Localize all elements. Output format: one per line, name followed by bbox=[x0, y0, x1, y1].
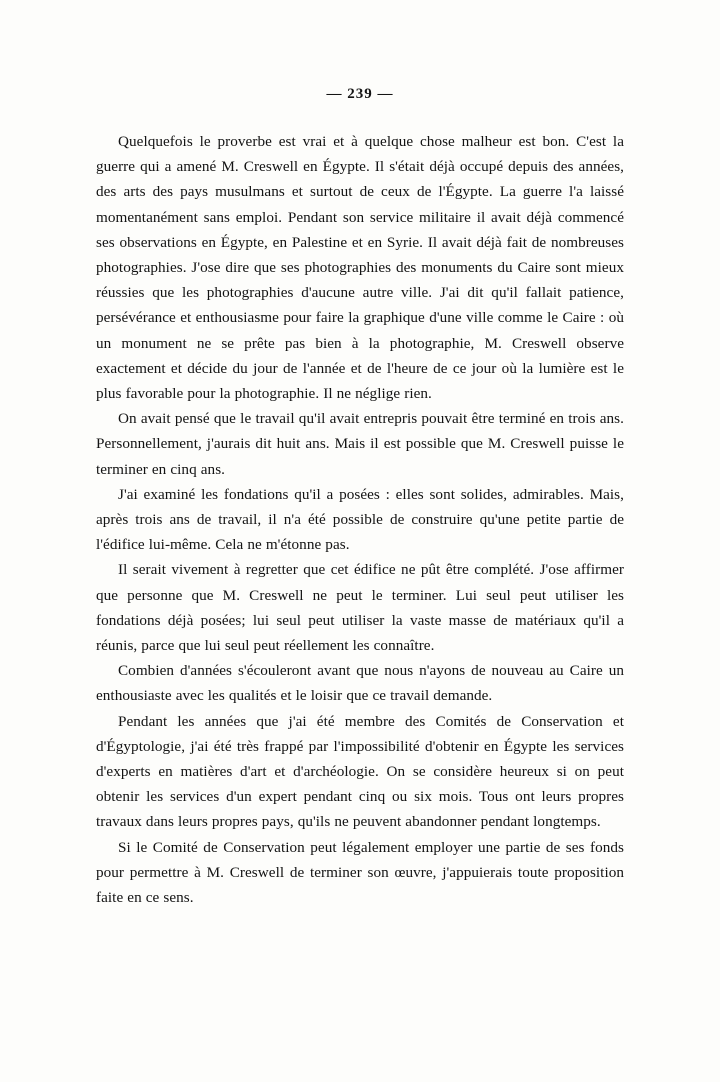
paragraph: Pendant les années que j'ai été membre des Comités de Conservation et d'Égyptologie, j'ai été très frappé par l'impossibilité d'obtenir en Égypte les services d'experts en matières d'art et d'archéologie. On se considère heureux si on peut obtenir les services d'un expert pendant cinq ou six mois. Tous ont leurs propres travaux dans leurs propres pays, qu'ils ne peuvent abandonner pendant longtemps. bbox=[96, 712, 624, 831]
body-text bbox=[96, 129, 624, 910]
page-number: — 239 — bbox=[326, 86, 394, 102]
paragraph: J'ai examiné les fondations qu'il a posées : elles sont solides, admirables. Mais, après trois ans de travail, il n'a été possible de construire qu'une petite partie de l'édifice lui-même. Cela ne m'étonne pas. bbox=[96, 485, 624, 554]
page-content bbox=[96, 86, 624, 910]
paragraph: Combien d'années s'écouleront avant que nous n'ayons de nouveau au Caire un enthousiaste avec les qualités et le loisir que ce travail demande. bbox=[96, 662, 624, 705]
paragraph: Quelquefois le proverbe est vrai et à quelque chose malheur est bon. C'est la guerre qui a amené M. Creswell en Égypte. Il s'était déjà occupé depuis des années, des arts des pays musulmans et surtout de ceux de l'Égypte. La guerre l'a laissé momentanément sans emploi. Pendant son service militaire il avait déjà commencé ses observations en Égypte, en Palestine et en Syrie. Il avait déjà fait de nombreuses photographies. J'ose dire que ses photographies des monuments du Caire sont mieux réussies que les photographies d'aucune autre ville. J'ai dit qu'il fallait patience, persévérance et enthousiasme pour faire la graphique d'une ville comme le Caire : où un monument ne se prête pas bien à la photographie, M. Creswell observe exactement et décide du jour de l'année et de l'heure de ce jour où la lumière est le plus favorable pour la photographie. Il ne néglige rien. bbox=[96, 133, 624, 403]
paragraph: Il serait vivement à regretter que cet édifice ne pût être complété. J'ose affirmer que personne que M. Creswell ne peut le terminer. Lui seul peut utiliser les fondations déjà posées; lui seul peut utiliser la vaste masse de matériaux qu'il a réunis, parce que lui seul peut réellement les connaître. bbox=[96, 561, 624, 655]
paragraph: On avait pensé que le travail qu'il avait entrepris pouvait être terminé en trois ans. Personnellement, j'aurais dit huit ans. Mais il est possible que M. Creswell puisse le terminer en cinq ans. bbox=[96, 410, 624, 478]
paragraph: Si le Comité de Conservation peut légalement employer une partie de ses fonds pour permettre à M. Creswell de terminer son œuvre, j'appuierais toute proposition faite en ce sens. bbox=[96, 838, 624, 907]
